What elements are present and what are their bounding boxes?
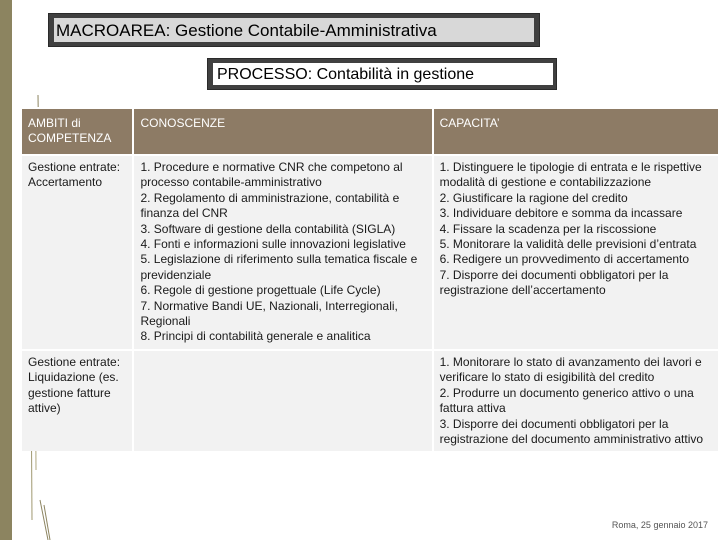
header-capacita: CAPACITA’ — [433, 108, 719, 155]
conoscenze-cell — [133, 350, 432, 451]
processo-title-text: Contabilità in gestione — [312, 66, 475, 83]
capacita-item: 3. Disporre dei documenti obbligatori per la registrazione del documento amministrativo attivo — [439, 416, 704, 446]
conoscenza-item: 8. Principi di contabilità generale e analitica — [140, 329, 371, 344]
conoscenza-item: 4. Fonti e informazioni sulle innovazioni legislative — [140, 237, 406, 252]
table-row — [21, 350, 719, 451]
macroarea-title-text: Gestione Contabile-Amministrativa — [170, 21, 437, 40]
processo-title-box — [207, 58, 557, 90]
conoscenza-item: 3. Software di gestione della contabilità (SIGLA) — [140, 221, 396, 236]
processo-title-prefix: PROCESSO: — [217, 66, 313, 83]
conoscenza-item: 2. Regolamento di amministrazione, contabilità e finanza del CNR — [140, 190, 400, 221]
table-row — [21, 155, 719, 350]
conoscenza-item: 6. Regole di gestione progettuale (Life Cycle) — [140, 283, 381, 298]
capacita-item: 2. Produrre un documento generico attivo o una fattura attiva — [439, 385, 694, 416]
ambito-cell: Gestione entrate: Liquidazione (es. gestione fatture attive) — [21, 350, 133, 451]
capacita-cell — [433, 155, 719, 350]
header-ambiti: AMBITI di COMPETENZA — [21, 108, 133, 155]
competenze-table — [20, 107, 720, 451]
macroarea-title-prefix: MACROAREA: — [56, 21, 171, 40]
capacita-cell — [433, 350, 719, 451]
conoscenze-cell — [133, 155, 432, 350]
capacita-item: 6. Redigere un provvedimento di accertamento — [439, 252, 690, 267]
capacita-item: 1. Distinguere le tipologie di entrata e le rispettive modalità di gestione e contabilizzazione — [439, 160, 702, 190]
capacita-item: 7. Disporre dei documenti obbligatori per la registrazione dell’accertamento — [439, 267, 669, 298]
macroarea-title — [54, 18, 534, 42]
capacita-item: 3. Individuare debitore e somma da incassare — [439, 206, 683, 221]
capacita-item: 2. Giustificare la ragione del credito — [439, 190, 628, 205]
conoscenza-item: 1. Procedure e normative CNR che competono al processo contabile-amministrativo — [140, 160, 403, 190]
table-header-row — [21, 108, 719, 155]
left-decorative-band — [0, 0, 12, 540]
processo-title — [213, 63, 553, 85]
conoscenza-item: 5. Legislazione di riferimento sulla tematica fiscale e previdenziale — [140, 252, 418, 282]
footer-date: Roma, 25 gennaio 2017 — [611, 520, 708, 530]
conoscenza-item: 7. Normative Bandi UE, Nazionali, Interregionali, Regionali — [140, 298, 398, 329]
capacita-item: 5. Monitorare la validità delle previsioni d’entrata — [439, 237, 697, 252]
ambito-cell: Gestione entrate: Accertamento — [21, 155, 133, 350]
capacita-item: 4. Fissare la scadenza per la riscossione — [439, 221, 657, 236]
capacita-item: 1. Monitorare lo stato di avanzamento dei lavori e verificare lo stato di esigibilità del credito — [439, 354, 702, 385]
header-conoscenze: CONOSCENZE — [133, 108, 432, 155]
macroarea-title-box — [48, 13, 540, 47]
